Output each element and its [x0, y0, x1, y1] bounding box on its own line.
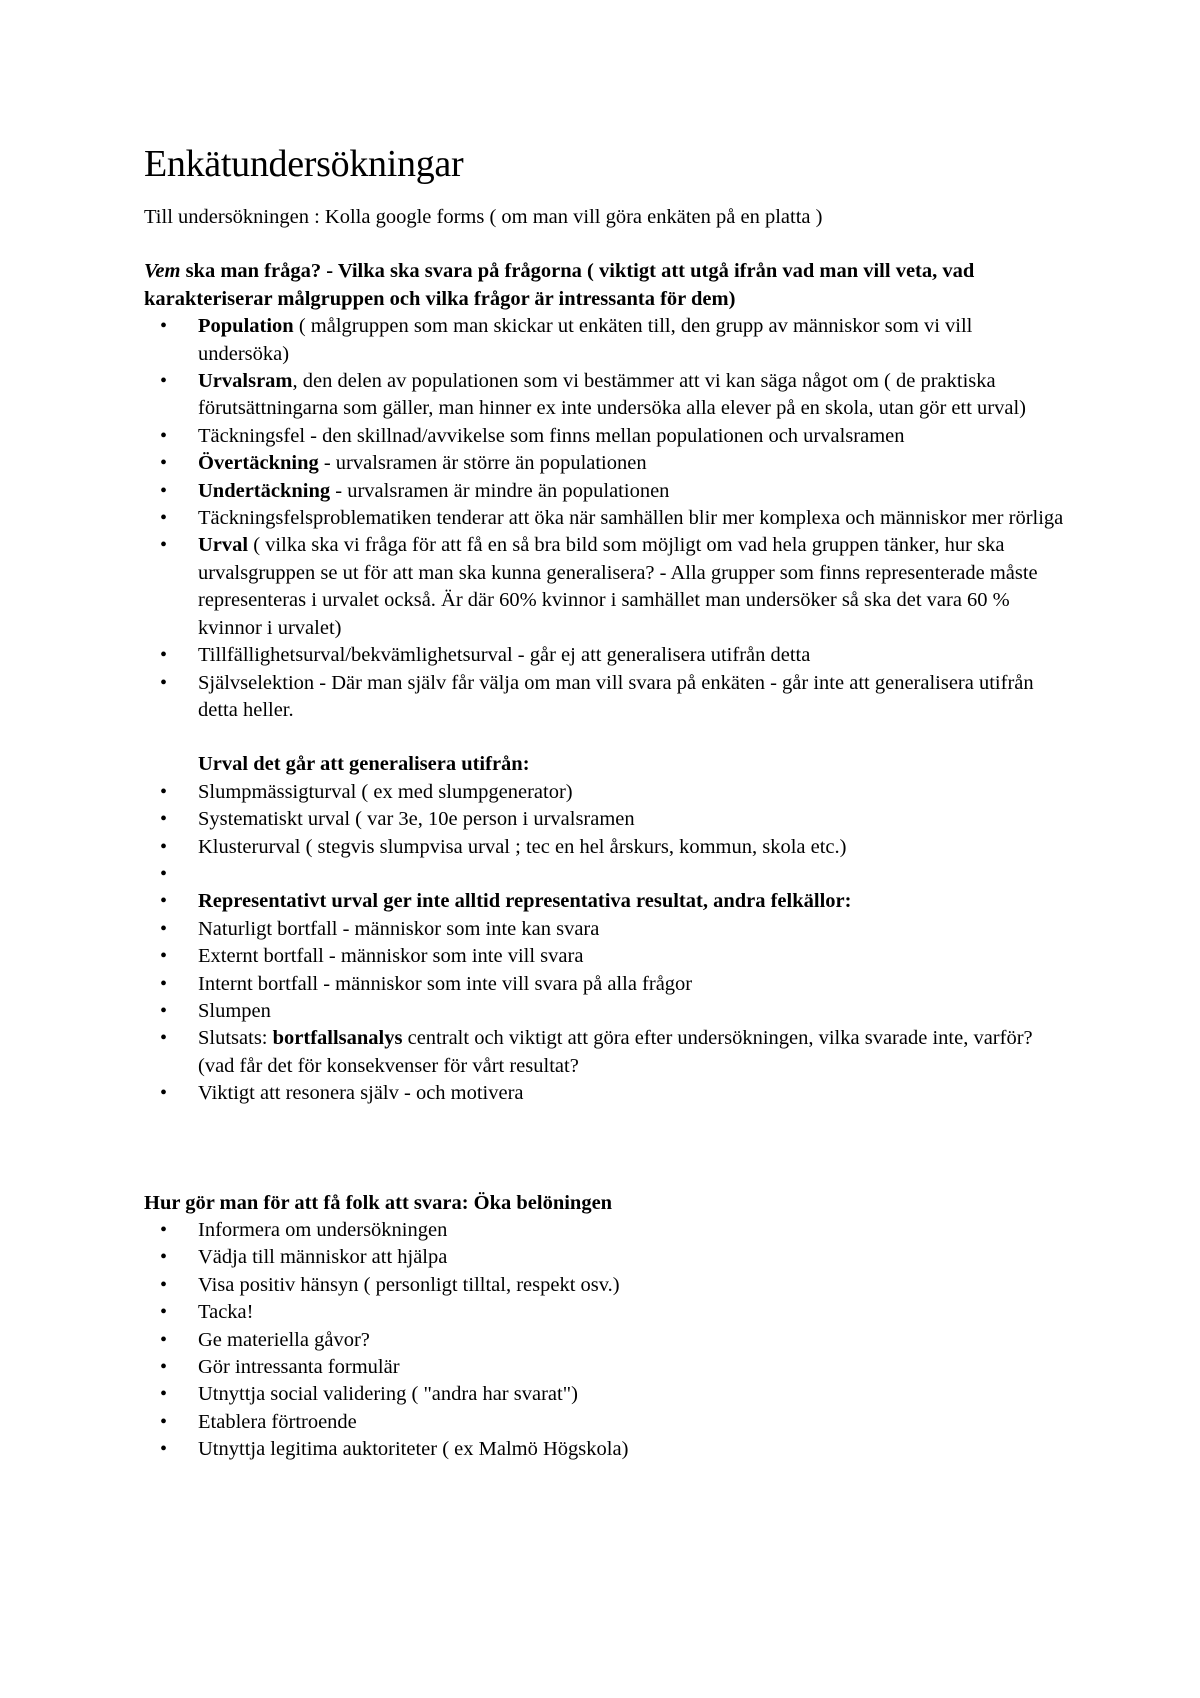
list-item-label: - urvalsramen är större än populationen — [318, 452, 647, 475]
bullet-icon: • — [160, 1218, 168, 1241]
list-item — [144, 670, 1064, 725]
list-item — [144, 998, 1064, 1025]
list-item-prefix: Slutsats: — [198, 1027, 273, 1050]
list-item — [144, 806, 1064, 833]
list-item-label: - urvalsramen är mindre än populationen — [330, 479, 670, 502]
list-item-text — [198, 644, 810, 666]
bullet-icon: • — [160, 1301, 168, 1324]
list-item-label: Systematiskt urval ( var 3e, 10e person i urvalsramen — [198, 808, 635, 831]
list-item-text — [198, 1246, 447, 1268]
bullet-icon: • — [160, 671, 168, 694]
list-item — [144, 1354, 1064, 1381]
list-item-label: Ge materiella gåvor? — [198, 1328, 370, 1351]
bullet-icon: • — [160, 917, 168, 940]
bullet-icon: • — [160, 424, 168, 447]
list-item — [144, 450, 1064, 477]
list-item-text — [198, 425, 905, 447]
list-item-term: Övertäckning — [198, 452, 319, 475]
list-item — [144, 1381, 1064, 1408]
list-item-text — [198, 1301, 253, 1323]
list-item — [144, 505, 1064, 532]
list-item-text — [198, 1219, 447, 1241]
list-item-label: Tacka! — [198, 1301, 254, 1324]
list-item-label: Informera om undersökningen — [198, 1218, 448, 1241]
response-section-title: Hur gör man för att få folk att svara: Öka belöningen — [144, 1191, 613, 1214]
list-item-text — [198, 890, 851, 912]
list-item-term: Representativt urval ger inte alltid representativa resultat, andra felkällor: — [198, 890, 852, 913]
bullet-icon: • — [160, 1027, 168, 1050]
list-item — [144, 1080, 1064, 1107]
list-item-text — [198, 534, 1038, 638]
list-item-text — [198, 507, 1063, 529]
list-item-label: Täckningsfel - den skillnad/avvikelse som finns mellan populationen och urvalsramen — [198, 424, 905, 447]
list-item-label: ( vilka ska vi fråga för att få en så bra bild som möjligt om vad hela gruppen tänker, hur ska urvalsgruppen se ut för att man ska kunna generalisera? - Alla grupper som finns representerade måste representeras i urvalet också. Är där 60% kvinnor i samhället man undersöker så ska det vara 60 % kvinnor i urvalet) — [198, 534, 1038, 639]
list-item — [144, 642, 1064, 669]
list-item-label: Internt bortfall - människor som inte vill svara på alla frågor — [198, 972, 693, 995]
bullet-icon: • — [160, 780, 168, 803]
response-tips-list — [144, 1217, 1064, 1464]
bullet-icon: • — [160, 479, 168, 502]
list-item — [144, 1244, 1064, 1271]
list-item-term: Population — [198, 315, 294, 338]
list-item — [144, 1409, 1064, 1436]
generalize-subheading: Urval det går att generalisera utifrån: — [198, 753, 530, 776]
list-item — [144, 888, 1064, 915]
bullet-icon: • — [160, 999, 168, 1022]
list-item-label: Naturligt bortfall - människor som inte kan svara — [198, 917, 600, 940]
bullet-icon: • — [160, 1356, 168, 1379]
list-item — [144, 916, 1064, 943]
list-item — [144, 779, 1064, 806]
bullet-icon: • — [160, 1438, 168, 1461]
list-item — [144, 313, 1064, 368]
list-item — [144, 971, 1064, 998]
list-item-label: Utnyttja social validering ( "andra har svarat") — [198, 1383, 578, 1406]
list-item-text — [198, 672, 1034, 721]
list-item-label: Slumpen — [198, 999, 271, 1022]
list-item-text — [198, 973, 692, 995]
list-item-text — [198, 315, 972, 364]
list-item-text — [198, 836, 846, 858]
bullet-icon: • — [160, 370, 168, 393]
bullet-icon: • — [160, 808, 168, 831]
list-item — [144, 1327, 1064, 1354]
list-item-text — [198, 1438, 628, 1460]
list-item-label: centralt och viktigt att göra efter undersökningen, vilka svarade inte, varför? (vad får det för konsekvenser för vårt resultat? — [198, 1027, 1033, 1077]
question-text: ska man fråga? - Vilka ska svara på frågorna ( viktigt att utgå ifrån vad man vill veta, vad karakteriserar målgruppen och vilka frågor är intressanta för dem) — [144, 260, 975, 310]
list-item-text — [198, 808, 635, 830]
bullet-icon: • — [160, 507, 168, 530]
bullet-icon: • — [160, 972, 168, 995]
bullet-icon: • — [160, 1082, 168, 1105]
list-item — [144, 943, 1064, 970]
list-item-label: Klusterurval ( stegvis slumpvisa urval ; tec en hel årskurs, kommun, skola etc.) — [198, 835, 847, 858]
bullet-icon: • — [160, 534, 168, 557]
list-item — [144, 532, 1064, 642]
list-item — [144, 423, 1064, 450]
bullet-icon: • — [160, 1410, 168, 1433]
list-item-text — [198, 1000, 271, 1022]
bullet-icon: • — [160, 1246, 168, 1269]
list-item-term: bortfallsanalys — [272, 1027, 403, 1050]
list-item — [144, 834, 1064, 861]
list-item — [144, 1299, 1064, 1326]
sampling-list — [144, 779, 1064, 1108]
list-item-text — [198, 918, 599, 940]
list-item-text — [198, 781, 573, 803]
list-item-label: Gör intressanta formulär — [198, 1356, 400, 1379]
question-emphasis: Vem — [144, 260, 181, 283]
list-item — [144, 1436, 1064, 1463]
page-title: Enkätundersökningar — [144, 143, 464, 185]
list-item-text — [198, 370, 1026, 419]
list-item-text — [198, 452, 647, 474]
list-item-text — [198, 1411, 357, 1433]
list-item-text — [198, 480, 669, 502]
list-item-label: Externt bortfall - människor som inte vill svara — [198, 945, 584, 968]
section-spacer — [144, 1108, 1064, 1190]
document-body — [144, 142, 1064, 1464]
list-item-label: Självselektion - Där man själv får välja om man vill svara på enkäten - går inte att generalisera utifrån detta heller. — [198, 671, 1034, 721]
bullet-icon: • — [160, 452, 168, 475]
intro-line: Till undersökningen : Kolla google forms ( om man vill göra enkäten på en platta ) — [144, 206, 823, 228]
list-item — [144, 861, 1064, 888]
list-item-label: Slumpmässigturval ( ex med slumpgenerator) — [198, 780, 573, 803]
list-item — [144, 1025, 1064, 1080]
list-item-label: Vädja till människor att hjälpa — [198, 1246, 448, 1269]
list-item-text — [198, 1027, 1033, 1076]
list-item — [144, 1272, 1064, 1299]
list-item-label: Visa positiv hänsyn ( personligt tilltal, respekt osv.) — [198, 1273, 620, 1296]
list-item-label: , den delen av populationen som vi bestämmer att vi kan säga något om ( de praktiska förutsättningarna som gäller, man hinner ex inte undersöka alla elever på en skola, utan gör ett urval) — [198, 370, 1026, 420]
list-item-term: Urval — [198, 534, 249, 557]
list-item-text — [198, 1274, 620, 1296]
list-item — [144, 1217, 1064, 1244]
definitions-list — [144, 313, 1064, 724]
bullet-icon: • — [160, 1328, 168, 1351]
list-item-label: Täckningsfelsproblematiken tenderar att öka när samhällen blir mer komplexa och människor mer rörliga — [198, 507, 1064, 530]
list-item — [144, 368, 1064, 423]
list-item-label: Tillfällighetsurval/bekvämlighetsurval - går ej att generalisera utifrån detta — [198, 644, 811, 667]
question-heading — [144, 258, 1064, 313]
list-item-text — [198, 945, 583, 967]
list-item — [144, 478, 1064, 505]
list-item-term: Urvalsram — [198, 370, 293, 393]
list-item-text — [198, 1082, 524, 1104]
list-item-label: Viktigt att resonera själv - och motivera — [198, 1082, 524, 1105]
list-item-text — [198, 1383, 578, 1405]
list-item-text — [198, 1356, 400, 1378]
bullet-icon: • — [160, 835, 168, 858]
list-item-label: Utnyttja legitima auktoriteter ( ex Malmö Högskola) — [198, 1438, 629, 1461]
bullet-icon: • — [160, 890, 168, 913]
bullet-icon: • — [160, 644, 168, 667]
bullet-icon: • — [160, 1273, 168, 1296]
bullet-icon: • — [160, 1383, 168, 1406]
bullet-icon: • — [160, 862, 168, 885]
bullet-icon: • — [160, 315, 168, 338]
list-item-term: Undertäckning — [198, 479, 331, 502]
bullet-icon: • — [160, 945, 168, 968]
list-item-label: Etablera förtroende — [198, 1410, 357, 1433]
list-item-label: ( målgruppen som man skickar ut enkäten till, den grupp av människor som vi vill undersöka) — [198, 315, 973, 365]
list-item-text — [198, 1329, 370, 1351]
